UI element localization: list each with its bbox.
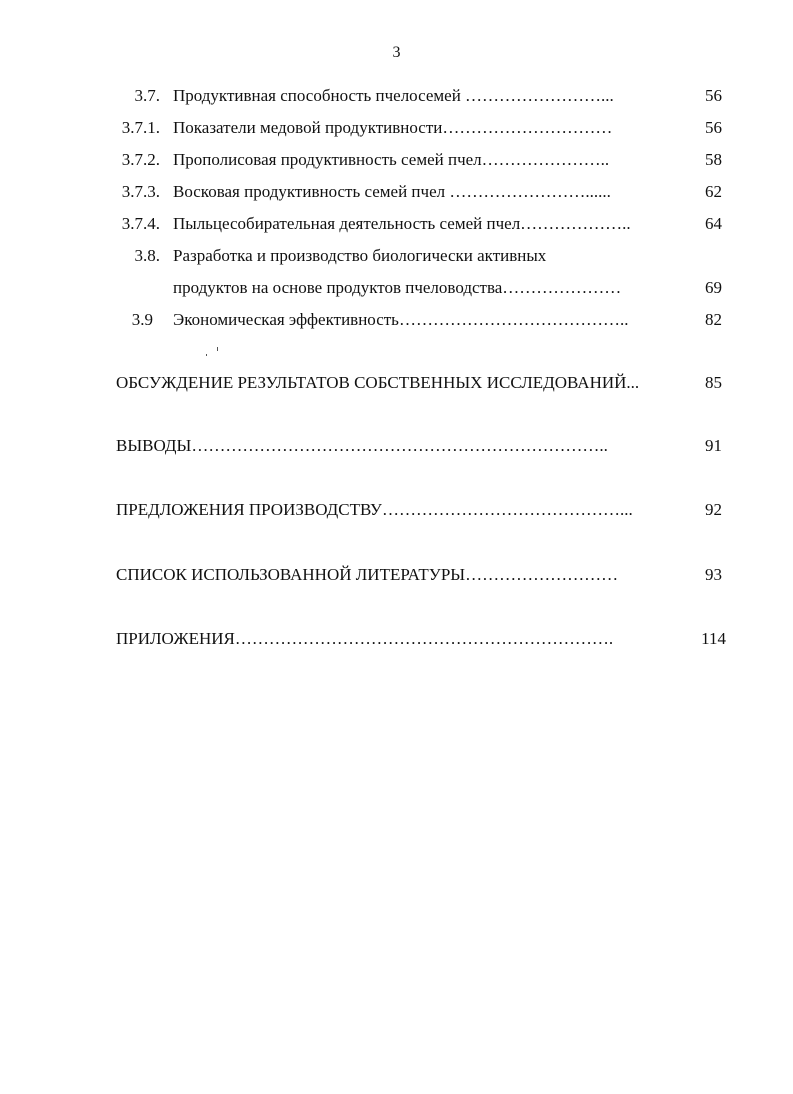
toc-page-number: 92 — [705, 500, 722, 519]
toc-chapter-title: ОБСУЖДЕНИЕ РЕЗУЛЬТАТОВ СОБСТВЕННЫХ ИССЛЕДОВАНИЙ... — [116, 373, 640, 392]
toc-row-3-7-1 — [0, 116, 793, 140]
toc-chapter-title: ПРИЛОЖЕНИЯ…………………………………………………………. — [116, 629, 614, 648]
toc-page-number: 56 — [705, 118, 722, 137]
toc-section-number: 3.7.3. — [121, 182, 160, 201]
toc-section-title: Восковая продуктивность семей пчел ……………………...... — [173, 182, 611, 201]
toc-chapter-appendices — [0, 627, 793, 651]
toc-page-number: 85 — [705, 373, 722, 392]
toc-page-number: 62 — [705, 182, 722, 201]
toc-chapter-proposals — [0, 498, 793, 522]
scan-specks — [206, 347, 218, 361]
toc-section-number: 3.9 — [131, 310, 153, 329]
toc-page-number: 56 — [705, 86, 722, 105]
toc-row-3-7-4 — [0, 212, 793, 236]
toc-row-3-8-continued — [0, 276, 793, 300]
toc-page-number: 69 — [705, 278, 722, 297]
toc-chapter-discussion — [0, 371, 793, 395]
toc-row-3-7-2 — [0, 148, 793, 172]
toc-section-number: 3.7.2. — [121, 150, 160, 169]
page-number: 3 — [392, 44, 401, 61]
toc-page-number: 58 — [705, 150, 722, 169]
toc-section-number: 3.7.4. — [121, 214, 160, 233]
toc-section-title: Экономическая эффективность………………………………….. — [173, 310, 629, 329]
toc-chapter-conclusions — [0, 434, 793, 458]
toc-page-number: 64 — [705, 214, 722, 233]
toc-section-title: Прополисовая продуктивность семей пчел………………….. — [173, 150, 610, 169]
scan-speck — [217, 347, 218, 351]
toc-page-number: 93 — [705, 565, 722, 584]
toc-page-number: 82 — [705, 310, 722, 329]
toc-chapter-title: СПИСОК ИСПОЛЬЗОВАННОЙ ЛИТЕРАТУРЫ……………………… — [116, 565, 619, 584]
toc-section-number: 3.7.1. — [121, 118, 160, 137]
toc-section-title: Продуктивная способность пчелосемей ……………………... — [173, 86, 614, 105]
toc-section-title: Показатели медовой продуктивности………………………… — [173, 118, 613, 137]
toc-section-number: 3.8. — [134, 246, 160, 265]
scan-speck — [206, 354, 207, 356]
toc-row-3-7-3 — [0, 180, 793, 204]
toc-section-title: продуктов на основе продуктов пчеловодства………………… — [173, 278, 622, 297]
toc-row-3-8 — [0, 244, 793, 268]
toc-section-title: Разработка и производство биологически активных — [173, 246, 547, 265]
toc-section-number: 3.7. — [134, 86, 160, 105]
toc-page-number: 114 — [701, 629, 726, 648]
toc-section-title: Пыльцесобирательная деятельность семей пчел……………….. — [173, 214, 631, 233]
toc-page-number: 91 — [705, 436, 722, 455]
toc-row-3-7 — [0, 84, 793, 108]
toc-chapter-references — [0, 563, 793, 587]
toc-chapter-title: ВЫВОДЫ……………………………………………………………….. — [116, 436, 608, 455]
toc-row-3-9 — [0, 308, 793, 332]
toc-chapter-title: ПРЕДЛОЖЕНИЯ ПРОИЗВОДСТВУ……………………………………... — [116, 500, 633, 519]
